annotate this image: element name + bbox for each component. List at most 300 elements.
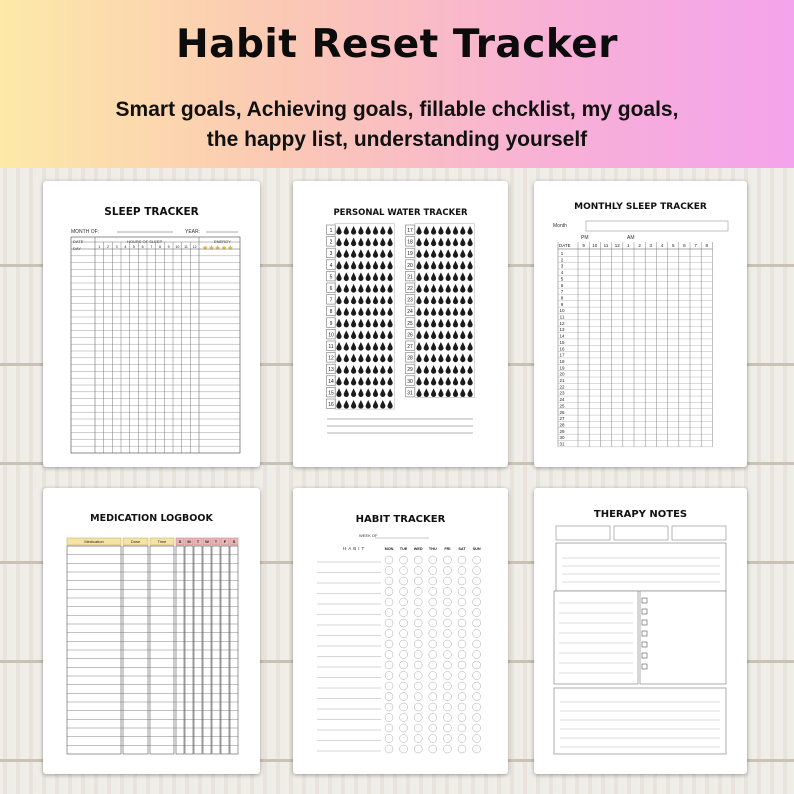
water-drop-icon bbox=[344, 377, 349, 386]
water-drop-icon bbox=[358, 261, 363, 270]
water-drop-icon bbox=[446, 307, 451, 316]
habit-checkbox-circle bbox=[443, 640, 451, 648]
day-label: 21 bbox=[559, 378, 565, 383]
habit-checkbox-circle bbox=[443, 682, 451, 690]
habit-checkbox-circle bbox=[429, 714, 437, 722]
habit-checkbox-circle bbox=[429, 630, 437, 638]
day-column-label: SAT bbox=[458, 547, 466, 551]
water-drop-icon bbox=[453, 365, 458, 374]
water-drop-icon bbox=[460, 330, 465, 339]
day-header-label: T bbox=[196, 539, 200, 544]
habit-checkbox-circle bbox=[443, 598, 451, 606]
day-label: 3 bbox=[560, 263, 564, 269]
day-label: 27 bbox=[559, 416, 565, 422]
water-drop-icon bbox=[438, 354, 443, 363]
water-drop-icon bbox=[431, 226, 436, 235]
habit-checkbox-circle bbox=[414, 703, 422, 711]
water-drop-icon bbox=[344, 238, 349, 247]
water-drop-icon bbox=[468, 377, 473, 386]
year-label: YEAR: bbox=[185, 229, 201, 235]
day-label: 17 bbox=[559, 352, 565, 358]
day-number: 15 bbox=[328, 390, 334, 397]
water-drop-icon bbox=[460, 377, 465, 386]
water-drop-icon bbox=[366, 249, 371, 258]
water-drop-icon bbox=[453, 261, 458, 270]
water-drop-icon bbox=[388, 319, 393, 328]
habit-checkbox-circle bbox=[429, 619, 437, 627]
water-drop-icon bbox=[373, 377, 378, 386]
water-drop-icon bbox=[388, 365, 393, 374]
water-drop-icon bbox=[431, 365, 436, 374]
water-drop-icon bbox=[373, 238, 378, 247]
habit-checkbox-circle bbox=[443, 693, 451, 701]
water-drop-icon bbox=[336, 377, 341, 386]
habit-checkbox-circle bbox=[458, 619, 466, 627]
water-drop-icon bbox=[388, 284, 393, 293]
habit-checkbox-circle bbox=[443, 619, 451, 627]
habit-checkbox-circle bbox=[458, 724, 466, 732]
water-drop-icon bbox=[431, 388, 436, 397]
habit-checkbox-circle bbox=[473, 630, 481, 638]
day-number: 22 bbox=[407, 286, 413, 292]
water-drop-icon bbox=[351, 354, 356, 363]
water-drop-icon bbox=[373, 365, 378, 374]
water-drop-icon bbox=[453, 342, 458, 351]
habit-checkbox-circle bbox=[473, 693, 481, 701]
water-drop-icon bbox=[344, 365, 349, 374]
hour-column-label: 5 bbox=[671, 243, 675, 248]
water-tracker-title: PERSONAL WATER TRACKER bbox=[333, 208, 468, 218]
habit-checkbox-circle bbox=[458, 577, 466, 585]
water-grid bbox=[293, 181, 508, 467]
habit-checkbox-circle bbox=[414, 588, 422, 596]
water-drop-icon bbox=[424, 354, 429, 363]
hour-column-label: 11 bbox=[184, 245, 188, 249]
sleep-tracker-title: SLEEP TRACKER bbox=[104, 206, 199, 218]
water-drop-icon bbox=[438, 365, 443, 374]
water-drop-icon bbox=[344, 307, 349, 316]
water-drop-icon bbox=[336, 365, 341, 374]
pm-label: PM bbox=[581, 235, 589, 241]
hour-column-label: 1 bbox=[98, 245, 101, 249]
day-label: 13 bbox=[559, 327, 565, 333]
day-column-label: SUN bbox=[472, 547, 481, 551]
water-drop-icon bbox=[358, 307, 363, 316]
am-label: AM bbox=[627, 235, 635, 241]
habit-checkbox-circle bbox=[400, 630, 408, 638]
water-drop-icon bbox=[438, 307, 443, 316]
day-number: 19 bbox=[407, 251, 413, 258]
water-drop-icon bbox=[380, 377, 385, 386]
water-drop-icon bbox=[336, 261, 341, 270]
water-drop-icon bbox=[446, 226, 451, 235]
water-drop-icon bbox=[380, 261, 385, 270]
water-drop-icon bbox=[431, 296, 436, 305]
water-drop-icon bbox=[358, 319, 363, 328]
water-drop-icon bbox=[373, 261, 378, 270]
day-label: 29 bbox=[559, 428, 565, 434]
habit-checkbox-circle bbox=[414, 672, 422, 680]
habit-checkbox-circle bbox=[400, 714, 408, 722]
energy-header: ENERGY bbox=[214, 239, 231, 244]
day-label: 31 bbox=[559, 441, 565, 447]
habit-checkbox-circle bbox=[385, 724, 393, 732]
water-drop-icon bbox=[453, 226, 458, 235]
water-drop-icon bbox=[358, 226, 363, 235]
habit-checkbox-circle bbox=[429, 609, 437, 617]
habit-checkbox-circle bbox=[414, 577, 422, 585]
therapy-layout bbox=[534, 488, 747, 774]
habit-checkbox-circle bbox=[473, 745, 481, 753]
water-drop-icon bbox=[366, 377, 371, 386]
water-drop-icon bbox=[468, 249, 473, 258]
month-input-box bbox=[586, 221, 728, 231]
habit-checkbox-circle bbox=[414, 714, 422, 722]
checkbox bbox=[642, 620, 647, 625]
water-drop-icon bbox=[453, 388, 458, 397]
habit-checkbox-circle bbox=[458, 661, 466, 669]
day-number: 3 bbox=[329, 251, 333, 258]
water-drop-icon bbox=[344, 284, 349, 293]
water-drop-icon bbox=[460, 226, 465, 235]
water-drop-icon bbox=[438, 388, 443, 397]
water-drop-icon bbox=[388, 354, 393, 363]
water-drop-icon bbox=[380, 296, 385, 305]
water-drop-icon bbox=[453, 249, 458, 258]
monthly-sleep-tracker-page[interactable] bbox=[534, 181, 747, 467]
water-drop-icon bbox=[468, 238, 473, 247]
habit-checkbox-circle bbox=[414, 682, 422, 690]
water-drop-icon bbox=[460, 284, 465, 293]
habit-checkbox-circle bbox=[414, 640, 422, 648]
water-drop-icon bbox=[453, 330, 458, 339]
water-drop-icon bbox=[366, 400, 371, 409]
water-drop-icon bbox=[380, 319, 385, 328]
water-drop-icon bbox=[424, 296, 429, 305]
water-drop-icon bbox=[336, 307, 341, 316]
water-drop-icon bbox=[344, 296, 349, 305]
day-label: 15 bbox=[559, 339, 565, 345]
water-drop-icon bbox=[358, 400, 363, 409]
water-drop-icon bbox=[388, 342, 393, 351]
checklist-box bbox=[640, 591, 726, 684]
water-drop-icon bbox=[366, 319, 371, 328]
water-drop-icon bbox=[446, 249, 451, 258]
day-label: 25 bbox=[559, 403, 565, 409]
habit-checkbox-circle bbox=[429, 651, 437, 659]
water-drop-icon bbox=[366, 238, 371, 247]
habit-checkbox-circle bbox=[400, 672, 408, 680]
day-label: 10 bbox=[559, 308, 565, 314]
water-drop-icon bbox=[358, 249, 363, 258]
day-header-label: W bbox=[205, 539, 209, 544]
habit-checkbox-circle bbox=[385, 703, 393, 711]
habit-tracker-page[interactable] bbox=[293, 488, 508, 774]
water-drop-icon bbox=[424, 319, 429, 328]
water-drop-icon bbox=[373, 388, 378, 397]
habit-checkbox-circle bbox=[473, 714, 481, 722]
water-drop-icon bbox=[446, 238, 451, 247]
water-drop-icon bbox=[380, 238, 385, 247]
day-number: 24 bbox=[407, 309, 413, 316]
water-drop-icon bbox=[351, 400, 356, 409]
water-drop-icon bbox=[388, 388, 393, 397]
day-label: 14 bbox=[559, 333, 565, 339]
water-drop-icon bbox=[446, 284, 451, 293]
day-header-label: F bbox=[223, 539, 227, 544]
water-drop-icon bbox=[336, 330, 341, 339]
habit-checkbox-circle bbox=[458, 693, 466, 701]
habit-checkbox-circle bbox=[429, 693, 437, 701]
water-drop-icon bbox=[438, 319, 443, 328]
day-header: DAY bbox=[73, 246, 81, 251]
day-number: 20 bbox=[407, 262, 413, 269]
therapy-notes-page[interactable] bbox=[534, 488, 747, 774]
water-drop-icon bbox=[446, 354, 451, 363]
day-number: 4 bbox=[329, 262, 333, 269]
water-drop-icon bbox=[416, 354, 421, 363]
medication-grid bbox=[43, 488, 260, 774]
hour-column-label: 1 bbox=[627, 243, 630, 248]
water-drop-icon bbox=[460, 296, 465, 305]
water-drop-icon bbox=[431, 319, 436, 328]
habit-checkbox-circle bbox=[400, 588, 408, 596]
water-drop-icon bbox=[373, 330, 378, 339]
medication-logbook-page[interactable] bbox=[43, 488, 260, 774]
water-drop-icon bbox=[336, 272, 341, 281]
hour-column-label: 5 bbox=[133, 245, 135, 249]
water-drop-icon bbox=[388, 261, 393, 270]
habit-column-label: HABIT bbox=[343, 546, 367, 551]
day-number: 21 bbox=[407, 274, 413, 281]
water-drop-icon bbox=[424, 284, 429, 293]
water-drop-icon bbox=[468, 330, 473, 339]
month-label: Month bbox=[553, 223, 567, 229]
water-drop-icon bbox=[351, 388, 356, 397]
water-drop-icon bbox=[351, 272, 356, 281]
habit-checkbox-circle bbox=[414, 619, 422, 627]
water-drop-icon bbox=[358, 342, 363, 351]
water-drop-icon bbox=[380, 226, 385, 235]
water-drop-icon bbox=[358, 272, 363, 281]
water-drop-icon bbox=[380, 342, 385, 351]
habit-checkbox-circle bbox=[443, 577, 451, 585]
water-drop-icon bbox=[388, 330, 393, 339]
water-drop-icon bbox=[380, 388, 385, 397]
habit-checkbox-circle bbox=[429, 661, 437, 669]
habit-checkbox-circle bbox=[385, 651, 393, 659]
day-number: 9 bbox=[329, 320, 333, 327]
water-drop-icon bbox=[446, 330, 451, 339]
water-drop-icon bbox=[336, 388, 341, 397]
water-drop-icon bbox=[388, 226, 393, 235]
day-label: 23 bbox=[559, 390, 565, 396]
day-label: 19 bbox=[559, 365, 565, 371]
habit-checkbox-circle bbox=[414, 556, 422, 564]
habit-checkbox-circle bbox=[414, 693, 422, 701]
habit-checkbox-circle bbox=[400, 693, 408, 701]
day-label: 11 bbox=[559, 314, 565, 320]
habit-checkbox-circle bbox=[473, 735, 481, 743]
water-drop-icon bbox=[336, 354, 341, 363]
water-drop-icon bbox=[416, 307, 421, 316]
water-drop-icon bbox=[416, 296, 421, 305]
water-drop-icon bbox=[380, 272, 385, 281]
day-label: 22 bbox=[559, 384, 565, 390]
habit-checkbox-circle bbox=[400, 745, 408, 753]
water-drop-icon bbox=[460, 307, 465, 316]
habit-checkbox-circle bbox=[458, 588, 466, 596]
water-drop-icon bbox=[446, 319, 451, 328]
hour-column-label: 11 bbox=[603, 243, 609, 248]
water-drop-icon bbox=[446, 296, 451, 305]
water-drop-icon bbox=[438, 296, 443, 305]
habit-checkbox-circle bbox=[385, 745, 393, 753]
day-column-label: MON bbox=[384, 547, 394, 551]
habit-checkbox-circle bbox=[385, 609, 393, 617]
habit-checkbox-circle bbox=[458, 556, 466, 564]
habit-checkbox-circle bbox=[473, 672, 481, 680]
water-drop-icon bbox=[468, 226, 473, 235]
habit-checkbox-circle bbox=[473, 598, 481, 606]
month-of-label: MONTH OF: bbox=[71, 229, 100, 235]
habit-checkbox-circle bbox=[458, 672, 466, 680]
day-number: 14 bbox=[328, 378, 334, 385]
water-drop-icon bbox=[388, 400, 393, 409]
day-label: 16 bbox=[559, 346, 565, 352]
hour-column-label: 8 bbox=[159, 245, 161, 249]
water-drop-icon bbox=[468, 284, 473, 293]
hour-column-label: 12 bbox=[192, 245, 197, 249]
water-drop-icon bbox=[344, 249, 349, 258]
water-drop-icon bbox=[351, 319, 356, 328]
water-drop-icon bbox=[336, 296, 341, 305]
day-number: 28 bbox=[407, 355, 413, 362]
water-drop-icon bbox=[344, 226, 349, 235]
water-drop-icon bbox=[431, 354, 436, 363]
water-drop-icon bbox=[344, 261, 349, 270]
day-label: 20 bbox=[559, 371, 565, 377]
water-drop-icon bbox=[373, 400, 378, 409]
sleep-tracker-page[interactable] bbox=[43, 181, 260, 467]
water-drop-icon bbox=[468, 296, 473, 305]
important-box bbox=[556, 543, 726, 591]
habit-checkbox-circle bbox=[385, 640, 393, 648]
day-header-label: S bbox=[178, 539, 182, 544]
habit-checkbox-circle bbox=[443, 630, 451, 638]
water-drop-icon bbox=[344, 319, 349, 328]
drop-panel bbox=[335, 224, 394, 410]
habit-checkbox-circle bbox=[443, 724, 451, 732]
habit-checkbox-circle bbox=[385, 714, 393, 722]
hour-column-label: 2 bbox=[638, 243, 641, 248]
hour-column-label: 6 bbox=[683, 243, 686, 248]
habit-checkbox-circle bbox=[429, 567, 437, 575]
column-header-label: Dose bbox=[130, 539, 141, 544]
date-header: DATE bbox=[73, 239, 84, 244]
water-drop-icon bbox=[380, 330, 385, 339]
column-header-label: Medication bbox=[84, 539, 104, 544]
day-label: 12 bbox=[559, 320, 565, 326]
water-drop-icon bbox=[351, 296, 356, 305]
column-header-label: Time bbox=[157, 539, 167, 544]
water-drop-icon bbox=[366, 296, 371, 305]
water-drop-icon bbox=[351, 342, 356, 351]
habit-checkbox-circle bbox=[400, 609, 408, 617]
water-drop-icon bbox=[373, 284, 378, 293]
habit-checkbox-circle bbox=[414, 609, 422, 617]
water-drop-icon bbox=[468, 272, 473, 281]
medication-logbook-title: MEDICATION LOGBOOK bbox=[90, 513, 213, 524]
water-drop-icon bbox=[366, 388, 371, 397]
water-drop-icon bbox=[460, 365, 465, 374]
habit-checkbox-circle bbox=[429, 745, 437, 753]
habit-checkbox-circle bbox=[400, 640, 408, 648]
water-drop-icon bbox=[453, 377, 458, 386]
day-label: 1 bbox=[560, 251, 564, 256]
day-number: 23 bbox=[407, 297, 413, 304]
water-drop-icon bbox=[351, 249, 356, 258]
hour-column-label: 9 bbox=[167, 245, 170, 249]
water-drop-icon bbox=[416, 365, 421, 374]
water-drop-icon bbox=[366, 365, 371, 374]
water-drop-icon bbox=[416, 238, 421, 247]
habit-checkbox-circle bbox=[414, 598, 422, 606]
water-drop-icon bbox=[358, 284, 363, 293]
habit-checkbox-circle bbox=[400, 619, 408, 627]
hour-column-label: 4 bbox=[124, 245, 127, 249]
water-tracker-page[interactable] bbox=[293, 181, 508, 467]
hour-column-label: 10 bbox=[175, 245, 180, 249]
habit-grid bbox=[293, 488, 508, 774]
water-drop-icon bbox=[438, 272, 443, 281]
water-drop-icon bbox=[424, 307, 429, 316]
habit-checkbox-circle bbox=[400, 556, 408, 564]
habit-checkbox-circle bbox=[443, 735, 451, 743]
water-drop-icon bbox=[336, 319, 341, 328]
water-drop-icon bbox=[424, 238, 429, 247]
day-label: 28 bbox=[559, 422, 565, 428]
habit-checkbox-circle bbox=[400, 735, 408, 743]
habit-checkbox-circle bbox=[443, 714, 451, 722]
water-drop-icon bbox=[358, 365, 363, 374]
water-drop-icon bbox=[438, 284, 443, 293]
water-drop-icon bbox=[416, 249, 421, 258]
water-drop-icon bbox=[424, 330, 429, 339]
day-label: 7 bbox=[560, 289, 564, 295]
water-drop-icon bbox=[416, 226, 421, 235]
habit-checkbox-circle bbox=[443, 745, 451, 753]
water-drop-icon bbox=[453, 272, 458, 281]
water-drop-icon bbox=[373, 272, 378, 281]
habit-checkbox-circle bbox=[473, 588, 481, 596]
water-drop-icon bbox=[468, 319, 473, 328]
water-drop-icon bbox=[438, 377, 443, 386]
habit-checkbox-circle bbox=[458, 745, 466, 753]
water-drop-icon bbox=[344, 342, 349, 351]
habit-checkbox-circle bbox=[385, 661, 393, 669]
water-drop-icon bbox=[424, 377, 429, 386]
water-drop-icon bbox=[373, 319, 378, 328]
water-drop-icon bbox=[468, 261, 473, 270]
water-drop-icon bbox=[424, 365, 429, 374]
water-drop-icon bbox=[366, 226, 371, 235]
water-drop-icon bbox=[446, 261, 451, 270]
habit-checkbox-circle bbox=[458, 640, 466, 648]
water-drop-icon bbox=[366, 284, 371, 293]
day-number: 12 bbox=[328, 355, 334, 362]
habit-checkbox-circle bbox=[443, 567, 451, 575]
